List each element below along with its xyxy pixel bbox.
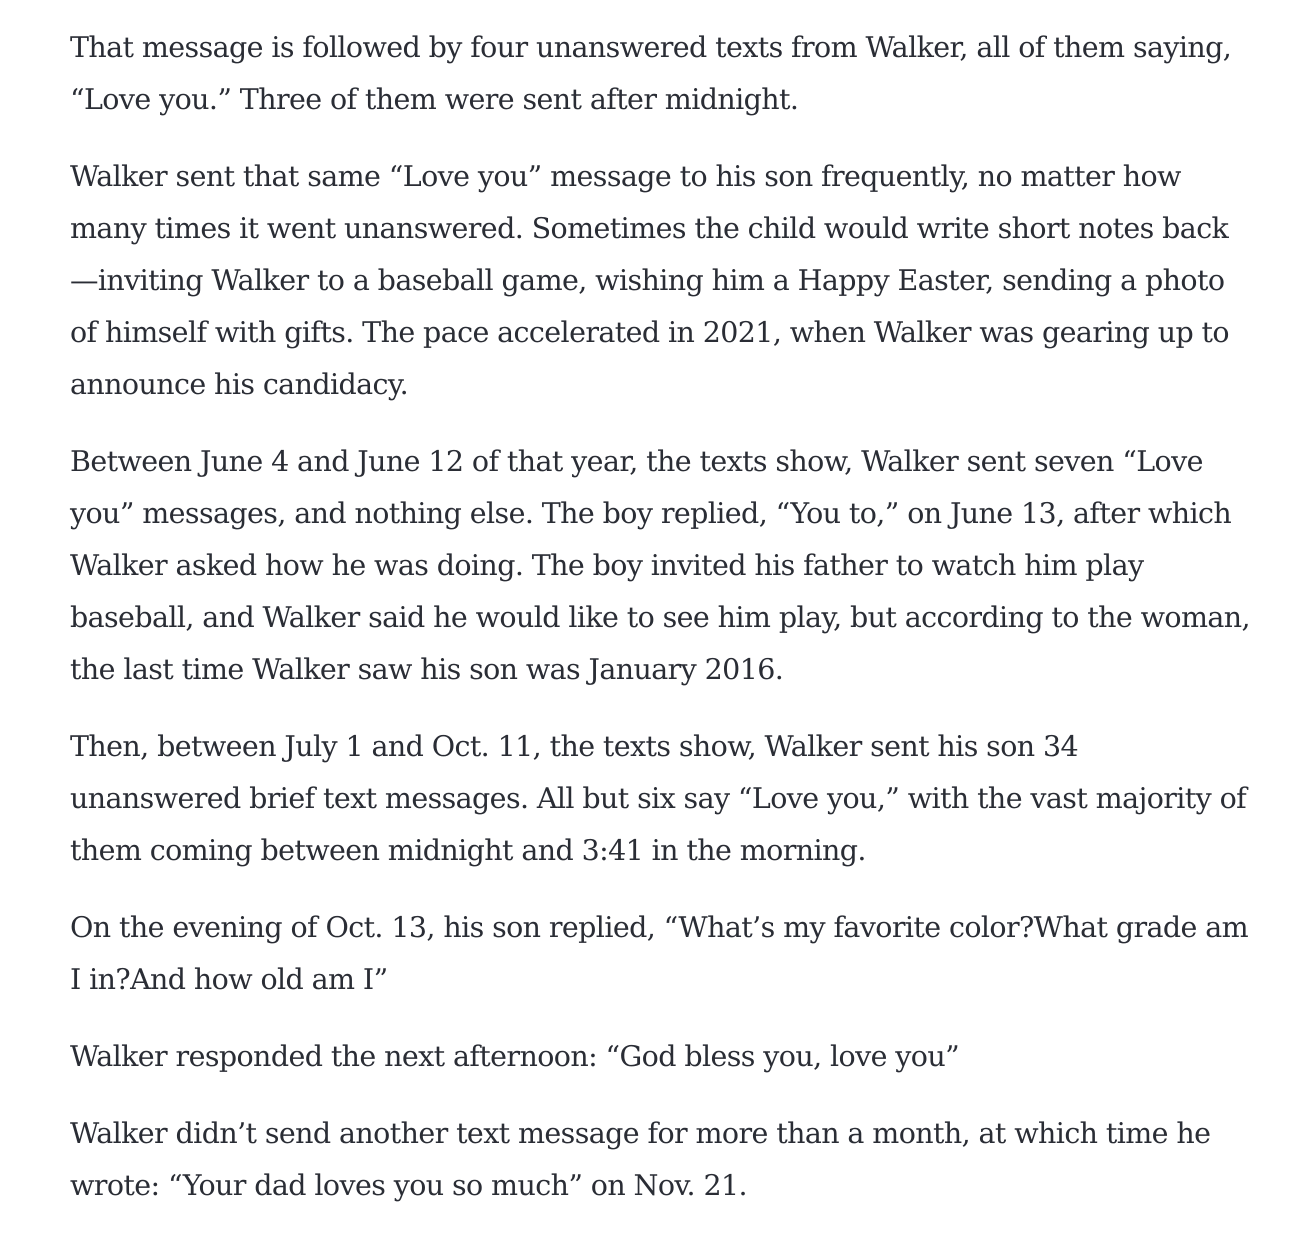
article-paragraph-3: Between June 4 and June 12 of that year, the texts show, Walker sent seven “Love you” messages, and nothing else. The boy replied, “You to,” on June 13, after which Walker asked how he was doing. The boy invited his father to watch him play baseball, and Walker said he would like to see him play, but according to the woman, the last time Walker saw his son was January 2016. [70, 445, 1251, 686]
article-paragraph-7: Walker didn’t send another text message for more than a month, at which time he wrote: “Your dad loves you so much” on Nov. 21. [70, 1117, 1211, 1202]
article-paragraph-2: Walker sent that same “Love you” message to his son frequently, no matter how many times it went unanswered. Sometimes the child would write short notes back —inviting Walker to a baseball game, wishing him a Happy Easter, sending a photo of himself with gifts. The pace accelerated in 2021, when Walker was gearing up to announce his candidacy. [70, 160, 1229, 401]
article-paragraph-5: On the evening of Oct. 13, his son replied, “What’s my favorite color?What grade am I in?And how old am I” [70, 911, 1249, 996]
article-paragraph-1: That message is followed by four unanswered texts from Walker, all of them saying, “Love you.” Three of them were sent after midnight. [70, 31, 1232, 116]
article-paragraph-6: Walker responded the next afternoon: “God bless you, love you” [70, 1040, 960, 1073]
article-paragraph-4: Then, between July 1 and Oct. 11, the texts show, Walker sent his son 34 unanswered brief text messages. All but six say “Love you,” with the vast majority of them coming between midnight and 3:41 in the morning. [70, 730, 1247, 867]
